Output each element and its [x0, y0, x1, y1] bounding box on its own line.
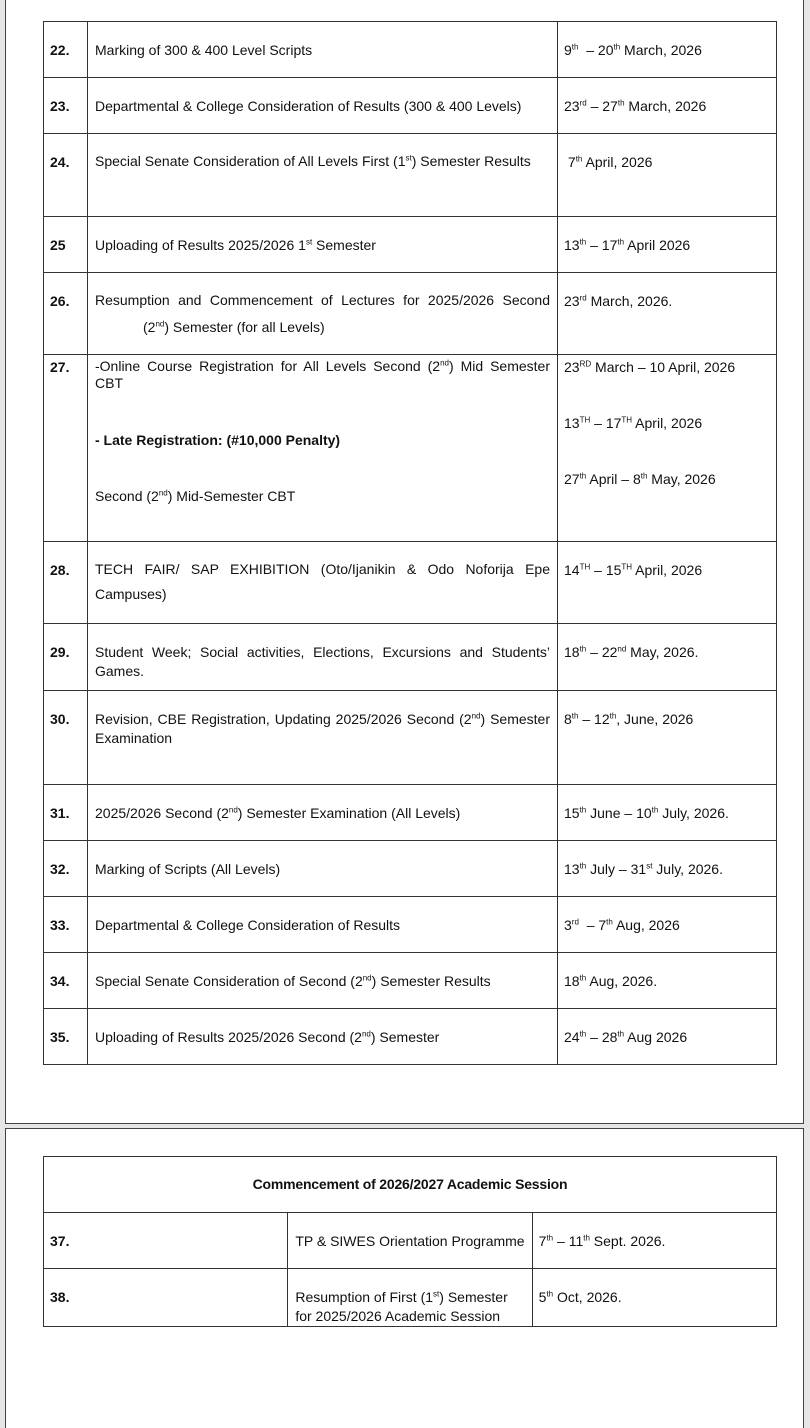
row-number: 27.	[44, 355, 88, 542]
table-row	[44, 217, 777, 273]
date-cell: 23rd March, 2026.	[558, 273, 777, 355]
date-cell: 18th – 22nd May, 2026.	[558, 624, 777, 691]
row-number: 23.	[44, 78, 88, 134]
date-cell	[558, 355, 777, 542]
table-row	[44, 785, 777, 841]
activity-cell: Marking of 300 & 400 Level Scripts	[88, 22, 558, 78]
activity-cell: Uploading of Results 2025/2026 Second (2nd) Semester	[88, 1009, 558, 1065]
date-cell: 24th – 28th Aug 2026	[558, 1009, 777, 1065]
table-heading-row	[44, 1157, 777, 1213]
registration-date: 23RD March – 10 April, 2026	[564, 359, 736, 375]
academic-calendar-table	[43, 21, 777, 1065]
activity-cell	[88, 355, 558, 542]
activity-cell: Resumption and Commencement of Lectures for 2025/2026 Second (2nd) Semester (for all Levels)	[88, 273, 558, 355]
date-cell: 15th June – 10th July, 2026.	[558, 785, 777, 841]
activity-cell: Revision, CBE Registration, Updating 2025/2026 Second (2nd) Semester Examination	[88, 691, 558, 785]
row-number: 25	[44, 217, 88, 273]
table-row	[44, 841, 777, 897]
row-number: 37.	[44, 1213, 288, 1269]
date-cell: 13th – 17th April 2026	[558, 217, 777, 273]
spacer	[564, 433, 770, 470]
activity-cell: 2025/2026 Second (2nd) Semester Examination (All Levels)	[88, 785, 558, 841]
next-session-table	[43, 1156, 777, 1327]
table-heading: Commencement of 2026/2027 Academic Session	[44, 1157, 777, 1213]
spacer	[564, 377, 770, 414]
date-cell: 9th – 20th March, 2026	[558, 22, 777, 78]
spacer	[95, 392, 550, 432]
table-row	[44, 355, 777, 542]
date-cell: 13th July – 31st July, 2026.	[558, 841, 777, 897]
activity-cell: Departmental & College Consideration of Results (300 & 400 Levels)	[88, 78, 558, 134]
row-number: 34.	[44, 953, 88, 1009]
late-registration-text: - Late Registration: (#10,000 Penalty)	[95, 432, 341, 448]
table-row	[44, 273, 777, 355]
table-row	[44, 1213, 777, 1269]
activity-cell: TP & SIWES Orientation Programme	[288, 1213, 532, 1269]
date-cell: 7th – 11th Sept. 2026.	[532, 1213, 776, 1269]
row-number: 31.	[44, 785, 88, 841]
table-row	[44, 691, 777, 785]
row-number: 30.	[44, 691, 88, 785]
table-row	[44, 953, 777, 1009]
activity-cell: Marking of Scripts (All Levels)	[88, 841, 558, 897]
row-number: 35.	[44, 1009, 88, 1065]
registration-text: -Online Course Registration for All Levels Second (2nd) Mid Semester CBT	[95, 358, 550, 391]
mid-semester-cbt-text: Second (2nd) Mid-Semester CBT	[95, 488, 296, 504]
row-number: 29.	[44, 624, 88, 691]
row-number: 32.	[44, 841, 88, 897]
table-row	[44, 1009, 777, 1065]
late-registration-date: 13TH – 17TH April, 2026	[564, 415, 703, 431]
row-number: 28.	[44, 542, 88, 624]
row-number: 38.	[44, 1269, 288, 1327]
row-number: 26.	[44, 273, 88, 355]
document-page-1	[5, 0, 804, 1124]
table-row	[44, 897, 777, 953]
activity-cell: Special Senate Consideration of All Levels First (1st) Semester Results	[88, 134, 558, 217]
table-row	[44, 624, 777, 691]
row-number: 22.	[44, 22, 88, 78]
spacer	[95, 449, 550, 488]
table-row	[44, 542, 777, 624]
table-row	[44, 78, 777, 134]
table-row	[44, 22, 777, 78]
date-cell: 18th Aug, 2026.	[558, 953, 777, 1009]
activity-cell: Resumption of First (1st) Semester for 2025/2026 Academic Session	[288, 1269, 532, 1327]
activity-cell: Departmental & College Consideration of Results	[88, 897, 558, 953]
table-row	[44, 134, 777, 217]
activity-cell: Uploading of Results 2025/2026 1st Semester	[88, 217, 558, 273]
date-cell: 5th Oct, 2026.	[532, 1269, 776, 1327]
date-cell: 3rd – 7th Aug, 2026	[558, 897, 777, 953]
row-number: 24.	[44, 134, 88, 217]
activity-cell: Student Week; Social activities, Elections, Excursions and Students’ Games.	[88, 624, 558, 691]
date-cell: 8th – 12th, June, 2026	[558, 691, 777, 785]
date-cell: 23rd – 27th March, 2026	[558, 78, 777, 134]
date-cell: 14TH – 15TH April, 2026	[558, 542, 777, 624]
row-number: 33.	[44, 897, 88, 953]
document-page-2	[5, 1128, 804, 1428]
date-cell: 7th April, 2026	[558, 134, 777, 217]
table-row	[44, 1269, 777, 1327]
mid-semester-cbt-date: 27th April – 8th May, 2026	[564, 471, 716, 487]
activity-cell: TECH FAIR/ SAP EXHIBITION (Oto/Ijanikin & Odo Noforija Epe Campuses)	[88, 542, 558, 624]
activity-cell: Special Senate Consideration of Second (2nd) Semester Results	[88, 953, 558, 1009]
